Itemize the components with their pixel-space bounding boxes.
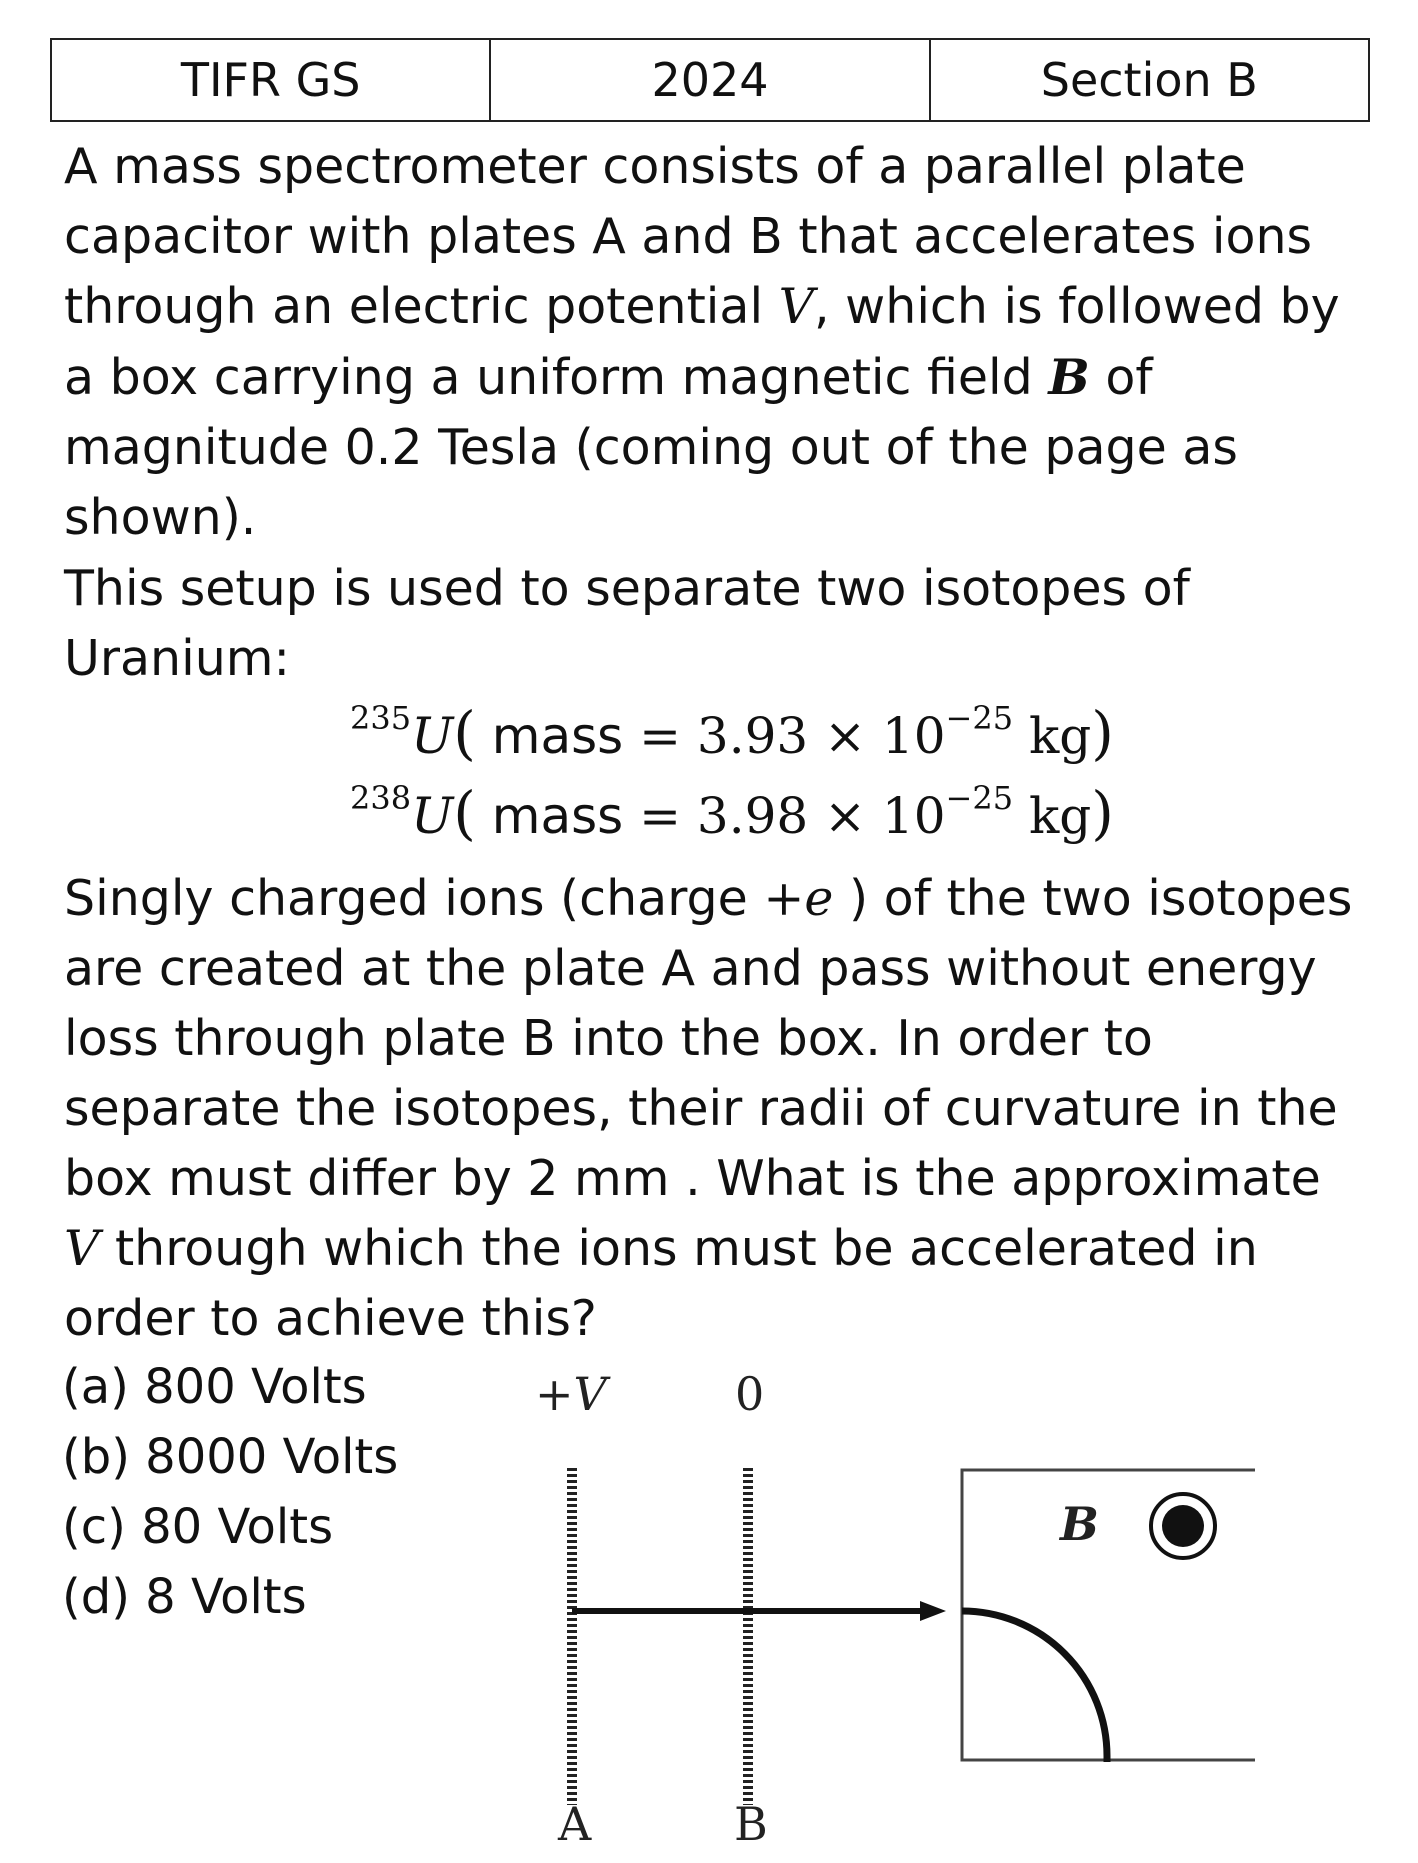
header-exam: TIFR GS — [52, 40, 491, 120]
element-symbol: U — [411, 707, 454, 765]
isotope-intro: This setup is used to separate two isotopes of Uranium: — [64, 560, 1190, 687]
mass-label: mass — [491, 787, 624, 845]
plate-a-potential-label: +V — [535, 1367, 607, 1421]
element-symbol: U — [411, 787, 454, 845]
option-c[interactable]: (c) 80 Volts — [62, 1499, 334, 1555]
mass-exponent: −25 — [945, 699, 1014, 737]
mass-unit: kg — [1028, 707, 1092, 765]
header-table — [50, 38, 1370, 122]
plate-b-label: B — [734, 1797, 768, 1850]
body-text-1: Singly charged ions (charge — [64, 870, 764, 927]
question-intro — [64, 132, 1364, 553]
option-b[interactable]: (b) 8000 Volts — [62, 1429, 399, 1485]
potential-symbol: V — [64, 1220, 100, 1277]
equation-u238: $^{238}$U( mass = $3.98 \times 10^{-25}$ kg) — [350, 779, 1114, 847]
body-text-2: ) of the two isotopes are created at the plate A and pass without energy loss through plate B into the box. In order to separate the isotopes, their radii of curvature in the box must differ by 2 mm . What is the approximate — [64, 870, 1353, 1207]
mass-value: = 3.98 × 10 — [639, 787, 946, 845]
intro-text-2: , which is followed by a box carrying a uniform magnetic field — [64, 278, 1340, 406]
header-section: Section B — [1040, 53, 1258, 107]
intro-text-3: of magnitude 0.2 Tesla (coming out of the page as shown). — [64, 349, 1238, 546]
potential-symbol: V — [778, 278, 815, 335]
mass-unit: kg — [1028, 787, 1092, 845]
body-text-3: through which the ions must be accelerated in order to achieve this? — [64, 1220, 1258, 1347]
mass-exponent: −25 — [945, 779, 1014, 817]
option-d[interactable]: (d) 8 Volts — [62, 1569, 307, 1625]
beam-arrowhead-icon — [920, 1601, 946, 1621]
intro-text-1: A mass spectrometer consists of a parallel plate capacitor with plates A and B that accelerates ions through an electric potential — [64, 138, 1313, 335]
mass-value: = 3.93 × 10 — [639, 707, 946, 765]
ion-curved-path — [962, 1611, 1107, 1756]
mass-spectrometer-diagram — [500, 1350, 1280, 1850]
question-body — [64, 864, 1364, 1354]
isotope-number: 238 — [350, 779, 412, 817]
out-of-page-icon — [1151, 1494, 1215, 1558]
answer-options — [62, 1352, 398, 1632]
mass-label: mass — [491, 707, 624, 765]
option-a[interactable]: (a) 800 Volts — [62, 1359, 367, 1415]
plate-b-potential-label: 0 — [735, 1367, 765, 1421]
charge-symbol: +e — [763, 870, 834, 927]
field-label: B — [1060, 1497, 1099, 1551]
plate-a-label: A — [558, 1797, 592, 1850]
equation-u235: $^{235}$U( mass = $3.93 \times 10^{-25}$ kg) — [350, 699, 1114, 767]
field-symbol: B — [1048, 348, 1090, 406]
isotope-number: 235 — [350, 699, 412, 737]
header-year: 2024 — [491, 40, 930, 120]
